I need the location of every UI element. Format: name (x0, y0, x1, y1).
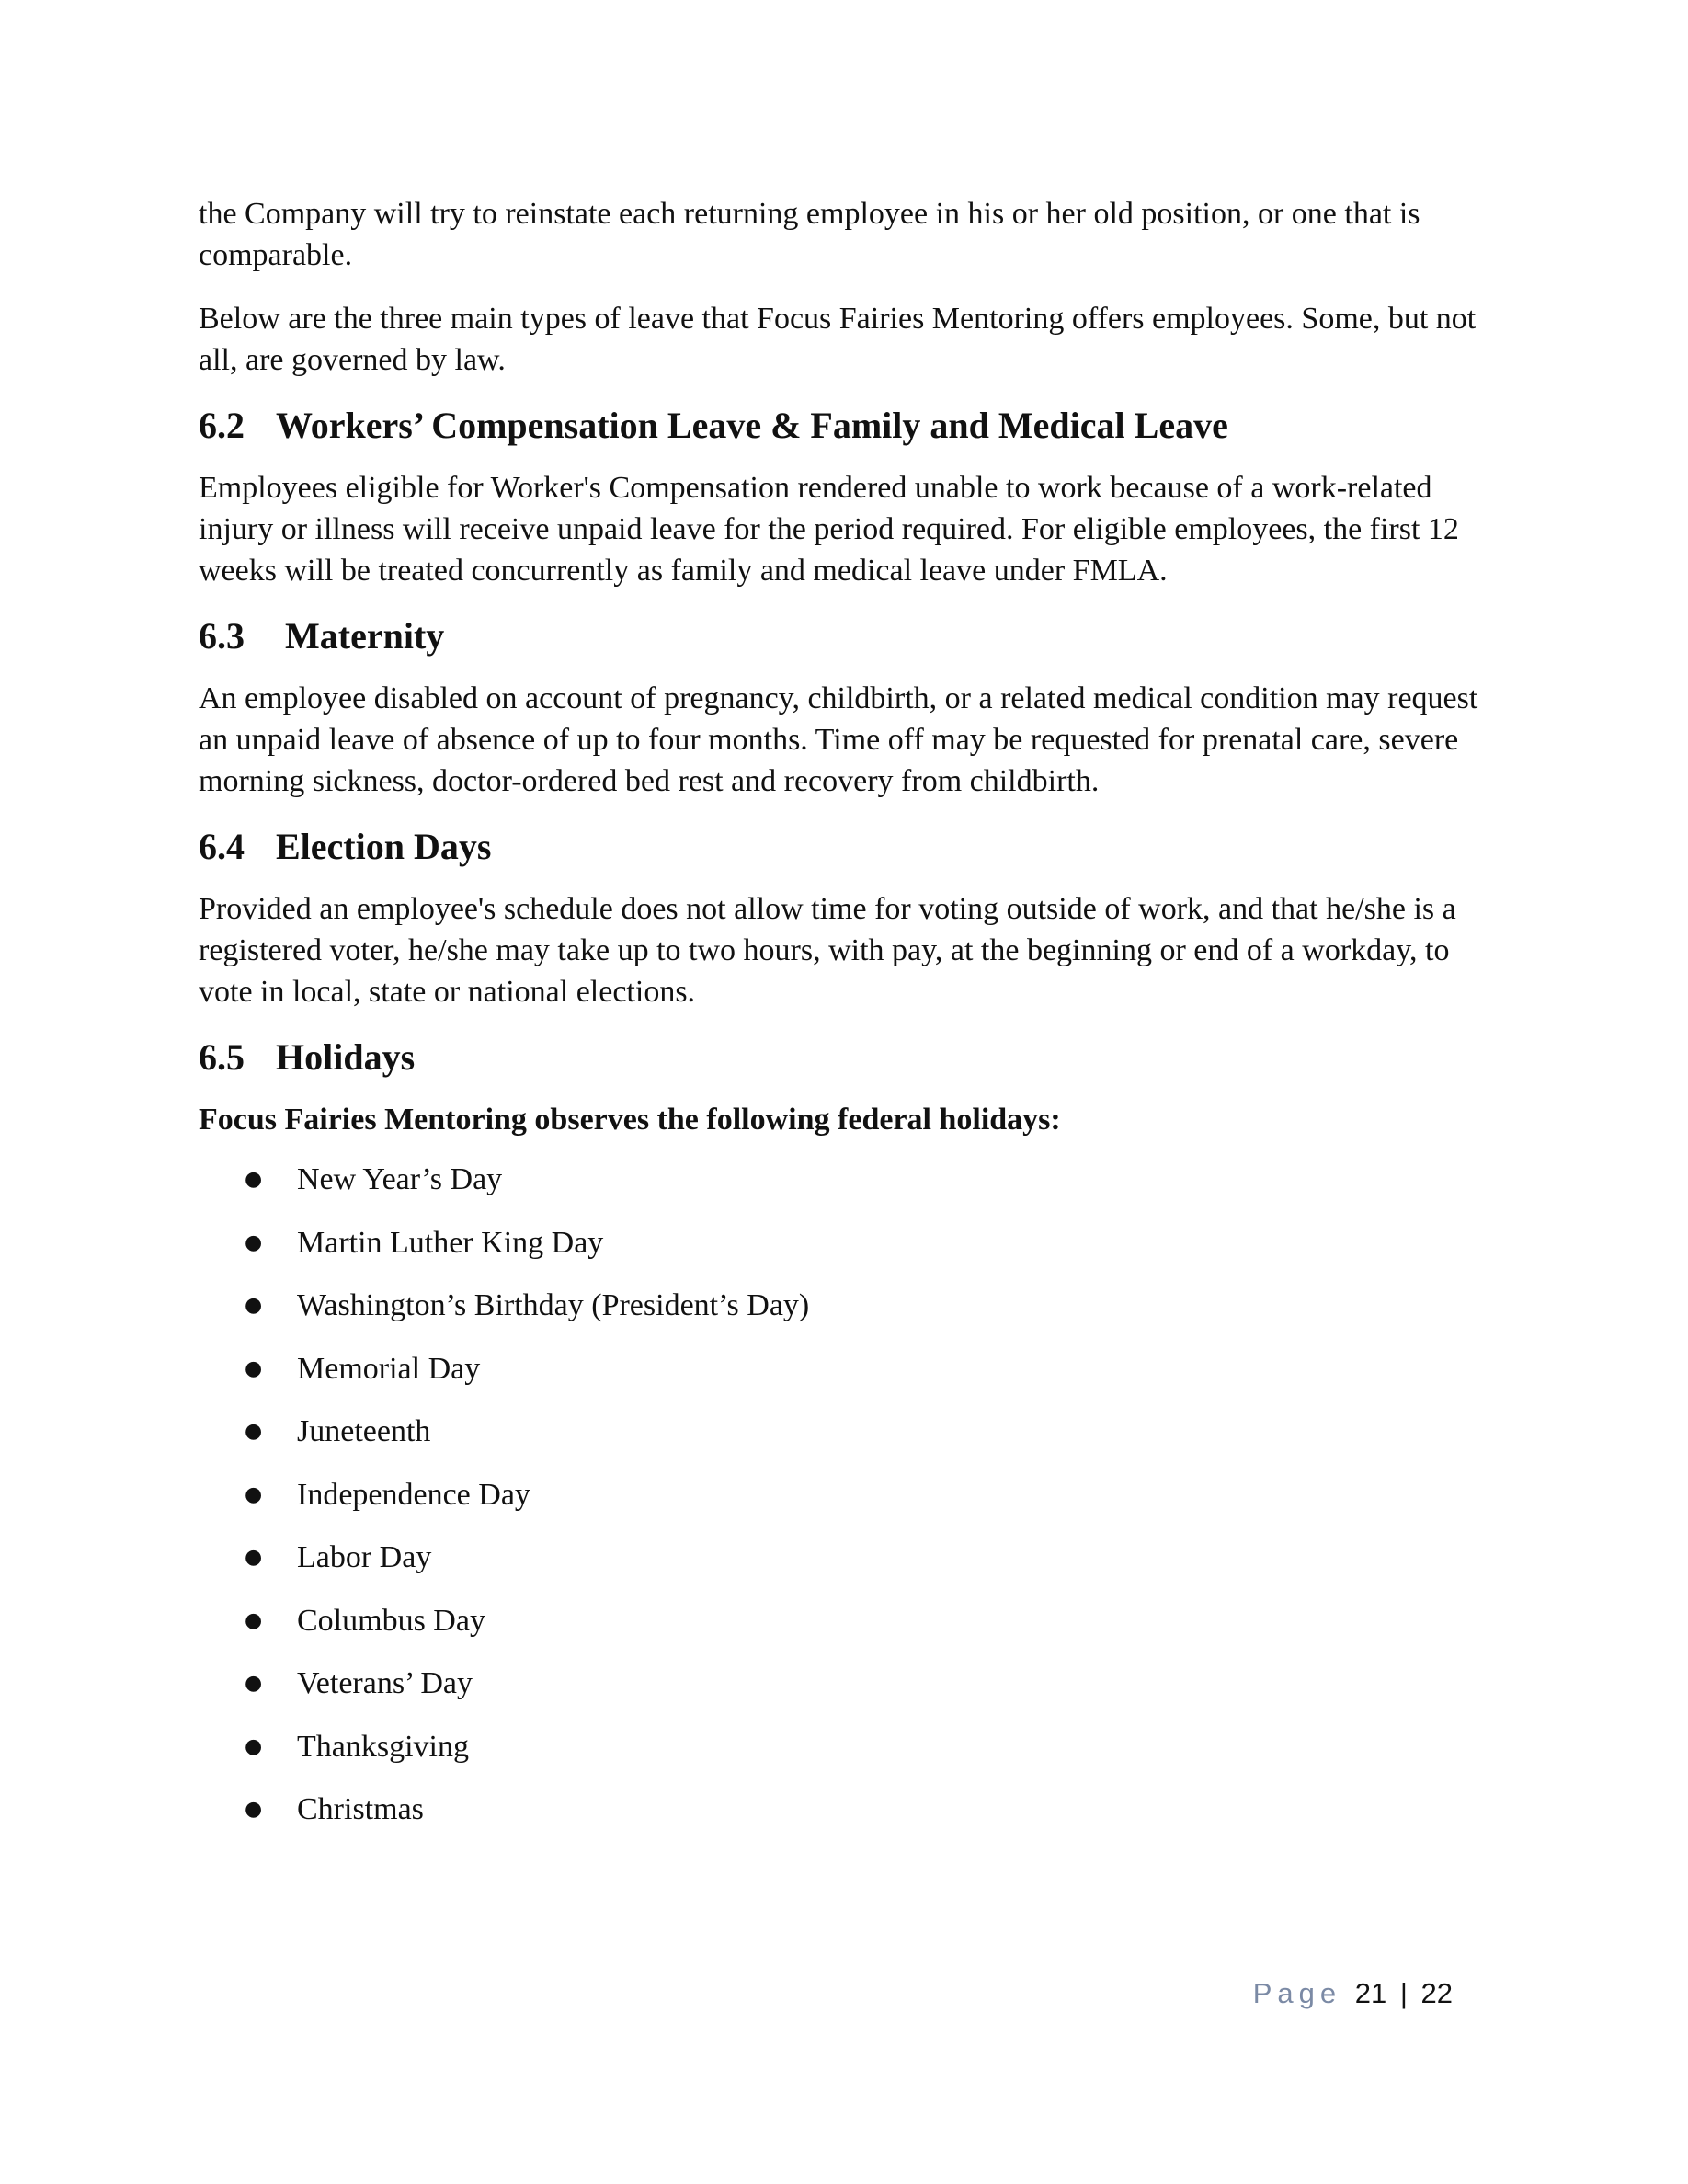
section-title: Holidays (276, 1036, 416, 1078)
section-heading-6-5 (199, 1035, 1489, 1081)
list-item (199, 1474, 1489, 1538)
list-item (199, 1285, 1489, 1348)
holiday-label: Columbus Day (297, 1603, 485, 1638)
holiday-label: Veterans’ Day (297, 1666, 473, 1700)
section-body-6-3: An employee disabled on account of pregnancy, childbirth, or a related medical condition may request an unpaid leave of absence of up to four months. Time off may be requested for prenatal care, severe morning sickness, doctor-ordered bed rest and recovery from childbirth. (199, 681, 1478, 798)
holiday-label: Thanksgiving (297, 1729, 469, 1764)
section-body-6-4: Provided an employee's schedule does not allow time for voting outside of work, and that he/she is a registered voter, he/she may take up to two hours, with pay, at the beginning or end of a workday, to vote in local, state or national elections. (199, 892, 1456, 1009)
section-heading-6-2 (199, 403, 1489, 449)
section-number: 6.4 (199, 826, 245, 867)
list-item (199, 1789, 1489, 1852)
bullet-icon: ● (245, 1672, 263, 1695)
list-item (199, 1663, 1489, 1726)
section-number: 6.3 (199, 615, 245, 657)
section-title: Workers’ Compensation Leave & Family and Medical Leave (276, 405, 1228, 446)
bullet-icon: ● (245, 1356, 263, 1380)
section-heading-6-3 (199, 613, 1489, 659)
page-number-current: 21 (1354, 1977, 1387, 2009)
document-page (199, 193, 1489, 1852)
holiday-label: Memorial Day (297, 1351, 481, 1386)
section-title: Maternity (285, 615, 445, 657)
bullet-icon: ● (245, 1734, 263, 1758)
page-footer (1253, 1977, 1453, 2010)
holiday-label: Christmas (297, 1792, 424, 1826)
list-item (199, 1600, 1489, 1664)
holiday-label: Martin Luther King Day (297, 1225, 604, 1260)
bullet-icon: ● (245, 1546, 263, 1569)
bullet-icon: ● (245, 1608, 263, 1632)
list-item (199, 1411, 1489, 1474)
holidays-intro: Focus Fairies Mentoring observes the following federal holidays: (199, 1103, 1061, 1137)
list-item (199, 1159, 1489, 1222)
holiday-list (199, 1159, 1489, 1852)
list-item (199, 1348, 1489, 1412)
list-item (199, 1726, 1489, 1790)
holiday-label: Independence Day (297, 1477, 530, 1512)
section-number: 6.2 (199, 405, 245, 446)
section-heading-6-4 (199, 824, 1489, 870)
holiday-label: Washington’s Birthday (President’s Day) (297, 1288, 810, 1322)
bullet-icon: ● (245, 1798, 263, 1821)
page-number-separator: | (1399, 1977, 1408, 2009)
section-body-6-2: Employees eligible for Worker's Compensation rendered unable to work because of a work-related injury or illness will receive unpaid leave for the period required. For eligible employees, the first 12 weeks will be treated concurrently as family and medical leave under FMLA. (199, 471, 1459, 588)
page-number-total: 22 (1420, 1977, 1453, 2009)
section-title: Election Days (276, 826, 492, 867)
bullet-icon: ● (245, 1168, 263, 1191)
section-number: 6.5 (199, 1036, 245, 1078)
bullet-icon: ● (245, 1294, 263, 1317)
intro-paragraph-1: the Company will try to reinstate each returning employee in his or her old position, or one that is comparable. (199, 197, 1420, 272)
list-item (199, 1222, 1489, 1286)
intro-paragraph-2: Below are the three main types of leave that Focus Fairies Mentoring offers employees. Some, but not all, are governed by law. (199, 302, 1477, 377)
holiday-label: Juneteenth (297, 1414, 431, 1448)
holiday-label: New Year’s Day (297, 1162, 503, 1196)
bullet-icon: ● (245, 1482, 263, 1506)
holiday-label: Labor Day (297, 1540, 432, 1574)
bullet-icon: ● (245, 1420, 263, 1443)
page-label: Page (1252, 1977, 1342, 2009)
list-item (199, 1537, 1489, 1600)
bullet-icon: ● (245, 1230, 263, 1254)
